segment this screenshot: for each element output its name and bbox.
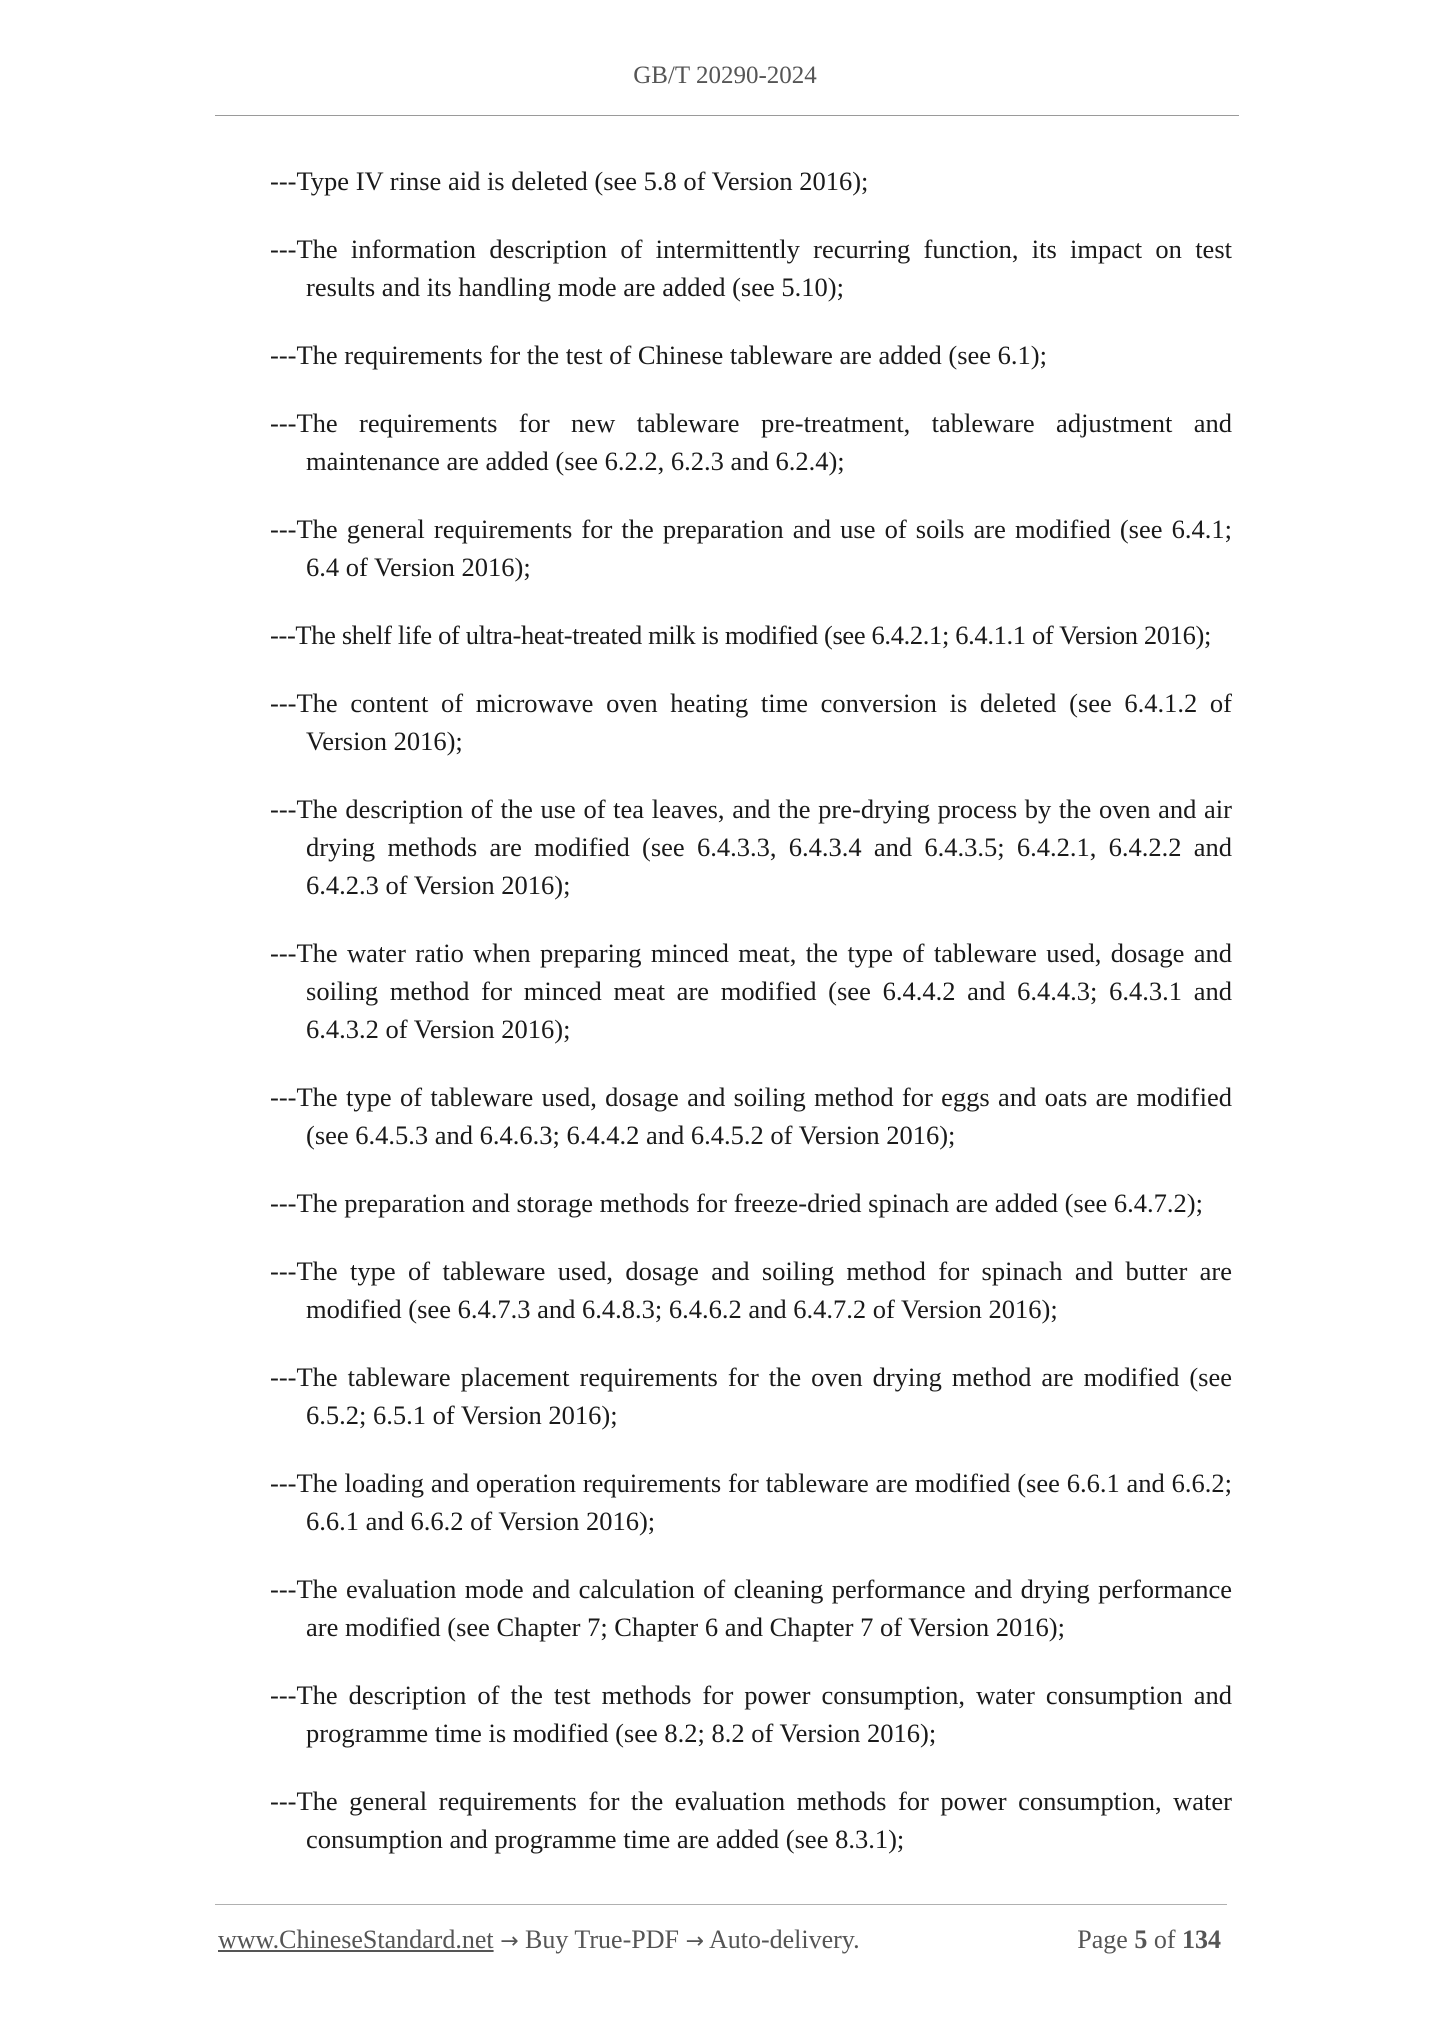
list-item: ---The type of tableware used, dosage and soiling method for eggs and oats are modified (see 6.4.5.3 and 6.4.6.3; 6.4.4.2 and 6.4.5.2 of Version 2016);: [270, 1082, 1232, 1150]
list-item: ---The description of the test methods for power consumption, water consumption and programme time is modified (see 8.2; 8.2 of Version 2016);: [270, 1680, 1232, 1748]
buy-pdf-text: Buy True-PDF: [525, 1925, 679, 1954]
list-item: ---The evaluation mode and calculation of cleaning performance and drying performance are modified (see Chapter 7; Chapter 6 and Chapter 7 of Version 2016);: [270, 1574, 1232, 1642]
list-item: ---The requirements for new tableware pre-treatment, tableware adjustment and maintenance are added (see 6.2.2, 6.2.3 and 6.2.4);: [270, 408, 1232, 476]
site-link[interactable]: www.ChineseStandard.net: [218, 1925, 494, 1954]
list-item: ---The information description of intermittently recurring function, its impact on test results and its handling mode are added (see 5.10);: [270, 234, 1232, 302]
list-item: ---The tableware placement requirements for the oven drying method are modified (see 6.5.2; 6.5.1 of Version 2016);: [270, 1362, 1232, 1430]
page-indicator: [1077, 1925, 1221, 1955]
list-item: ---The water ratio when preparing minced meat, the type of tableware used, dosage and soiling method for minced meat are modified (see 6.4.4.2 and 6.4.4.3; 6.4.3.1 and 6.4.3.2 of Version 2016);: [270, 938, 1232, 1044]
arrow-right-icon: →: [685, 1929, 704, 1954]
list-item: ---The shelf life of ultra-heat-treated milk is modified (see 6.4.2.1; 6.4.1.1 of Version 2016);: [270, 620, 1211, 650]
footer-promo: [218, 1925, 860, 1955]
list-item: ---The preparation and storage methods for freeze-dried spinach are added (see 6.4.7.2);: [270, 1188, 1203, 1218]
list-item: ---The requirements for the test of Chinese tableware are added (see 6.1);: [270, 340, 1047, 370]
page-label: Page: [1077, 1925, 1128, 1954]
list-item: ---Type IV rinse aid is deleted (see 5.8 of Version 2016);: [270, 166, 869, 196]
page-number: 5: [1134, 1925, 1148, 1954]
list-item: ---The type of tableware used, dosage and soiling method for spinach and butter are modified (see 6.4.7.3 and 6.4.8.3; 6.4.6.2 and 6.4.7.2 of Version 2016);: [270, 1256, 1232, 1324]
list-item: ---The content of microwave oven heating time conversion is deleted (see 6.4.1.2 of Version 2016);: [270, 688, 1232, 756]
header-divider: [215, 115, 1239, 116]
auto-delivery-text: Auto-delivery.: [708, 1925, 860, 1954]
arrow-right-icon: →: [500, 1929, 519, 1954]
change-list: [270, 162, 1232, 1888]
page-total: 134: [1182, 1925, 1221, 1954]
of-label: of: [1153, 1925, 1176, 1954]
list-item: ---The description of the use of tea leaves, and the pre-drying process by the oven and air drying methods are modified (see 6.4.3.3, 6.4.3.4 and 6.4.3.5; 6.4.2.1, 6.4.2.2 and 6.4.2.3 of Version 2016);: [270, 794, 1232, 900]
list-item: ---The general requirements for the evaluation methods for power consumption, water consumption and programme time are added (see 8.3.1);: [270, 1786, 1232, 1854]
list-item: ---The general requirements for the preparation and use of soils are modified (see 6.4.1; 6.4 of Version 2016);: [270, 514, 1232, 582]
page-header: [215, 62, 1235, 90]
footer-divider: [215, 1904, 1227, 1905]
document-id: GB/T 20290-2024: [633, 62, 817, 89]
list-item: ---The loading and operation requirements for tableware are modified (see 6.6.1 and 6.6.2; 6.6.1 and 6.6.2 of Version 2016);: [270, 1468, 1232, 1536]
